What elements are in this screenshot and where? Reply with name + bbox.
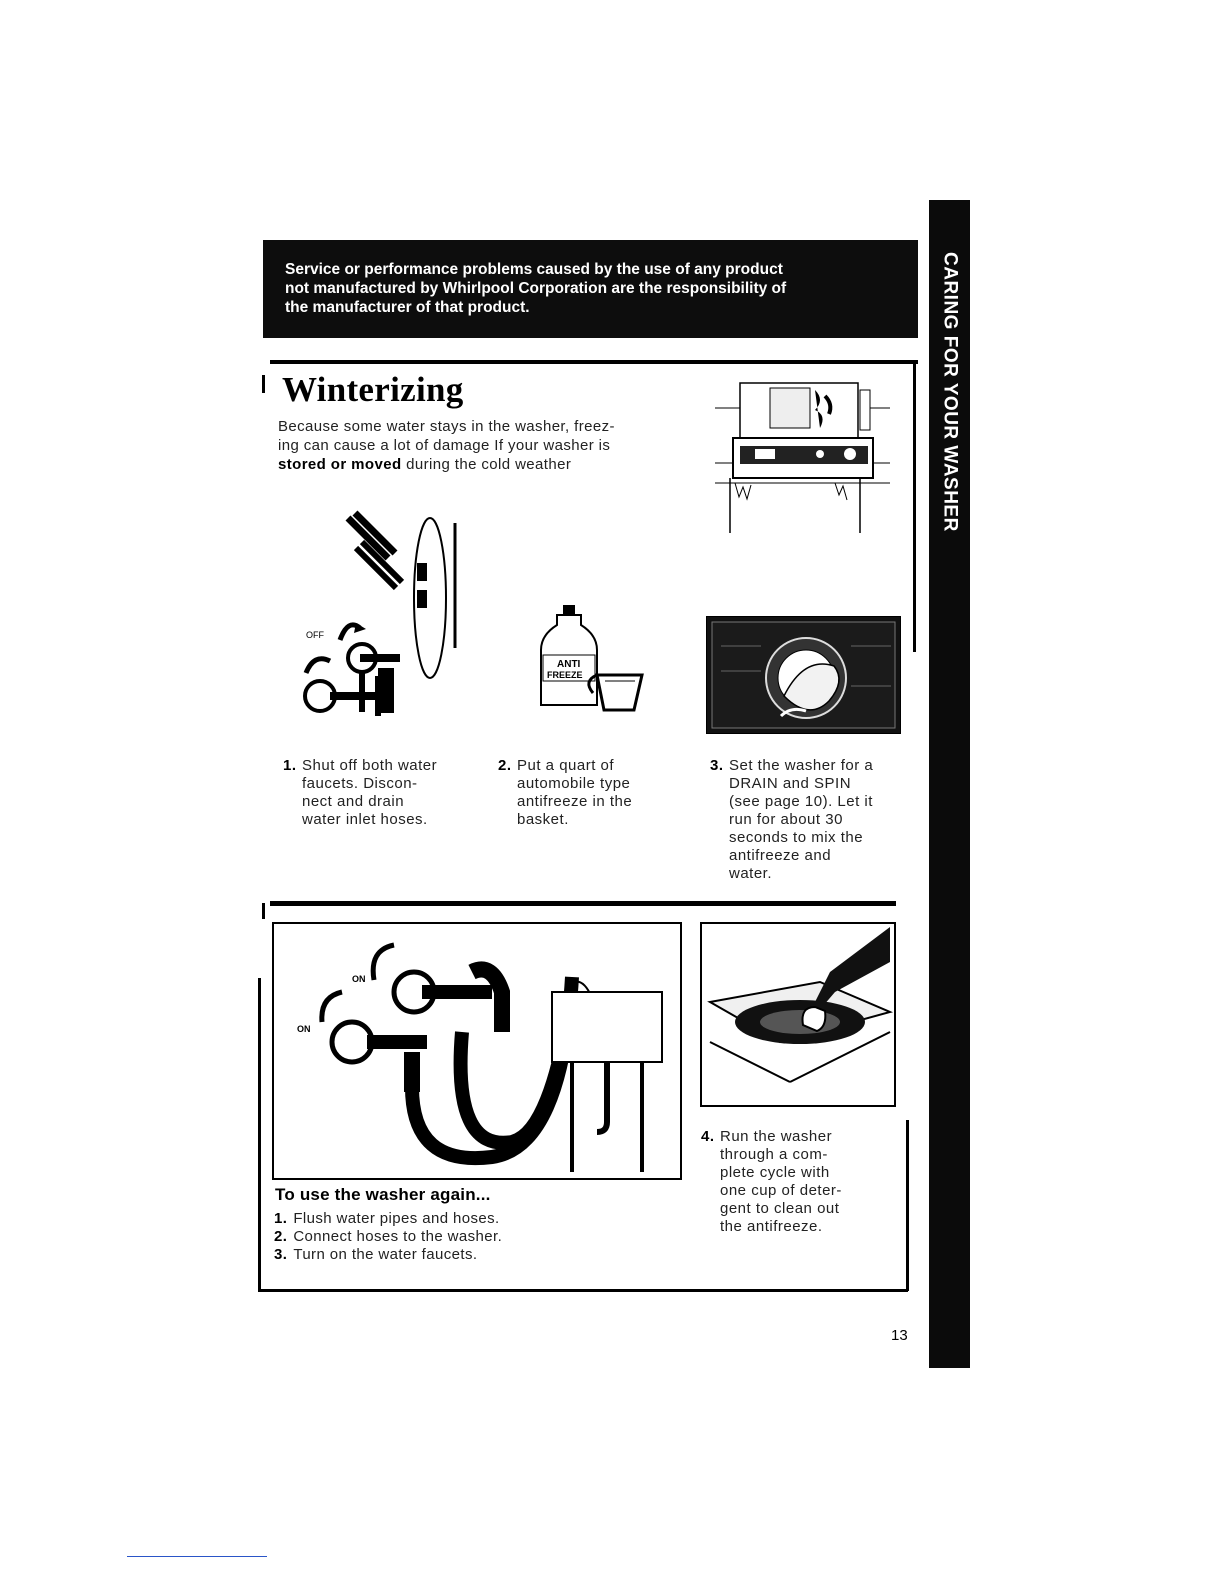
step-3-line: seconds to mix the (729, 829, 864, 846)
off-label: OFF (306, 630, 324, 640)
section-title: Winterizing (282, 370, 464, 409)
title-marker (262, 375, 265, 393)
list-item-text: Flush water pipes and hoses. (293, 1210, 500, 1227)
step-2 (498, 757, 633, 829)
banner-line-1: Service or performance problems caused by the use of any product (285, 261, 783, 278)
on-label-1: ON (352, 974, 366, 984)
list-item (274, 1210, 502, 1228)
bottom-rule (258, 1289, 908, 1292)
step-1-line: water inlet hoses. (302, 811, 428, 828)
faucets-off-illustration (300, 508, 465, 718)
step-3-line: Set the washer for a (729, 757, 874, 774)
intro-paragraph (278, 417, 708, 474)
list-item (274, 1228, 502, 1246)
step-3 (710, 757, 874, 883)
service-notice-banner (263, 240, 918, 338)
step-2-line: automobile type (517, 775, 631, 792)
top-rule (270, 360, 918, 364)
step-1 (283, 757, 438, 829)
list-item-number: 1. (274, 1210, 288, 1227)
step-3-line: DRAIN and SPIN (729, 775, 852, 792)
list-item (274, 1246, 502, 1264)
banner-line-2: not manufactured by Whirlpool Corporation are the responsibility of (285, 280, 787, 297)
right-rule-upper (913, 362, 916, 652)
detergent-illustration (700, 922, 896, 1107)
use-again-list (274, 1210, 502, 1264)
list-item-text: Connect hoses to the washer. (293, 1228, 503, 1245)
list-item-text: Turn on the water faucets. (293, 1246, 478, 1263)
banner-line-3: the manufacturer of that product. (285, 299, 530, 316)
intro-line-1: Because some water stays in the washer, freez- (278, 418, 615, 435)
section-side-tab[interactable] (929, 200, 970, 1368)
on-label-2: ON (297, 1024, 311, 1034)
step-4-line: gent to clean out (720, 1200, 840, 1217)
step-1-number: 1. (283, 757, 297, 774)
antifreeze-label-1: ANTI (557, 659, 581, 670)
step-4-line: through a com- (720, 1146, 828, 1163)
page-number: 13 (891, 1327, 908, 1344)
step-3-number: 3. (710, 757, 724, 774)
step-3-line: run for about 30 (729, 811, 843, 828)
step-2-line: Put a quart of (517, 757, 615, 774)
antifreeze-label-2: FREEZE (547, 670, 583, 680)
intro-bold-text: stored or moved (278, 456, 402, 473)
step-1-line: nect and drain (302, 793, 405, 810)
step-4 (701, 1128, 842, 1236)
footer-line (127, 1556, 267, 1557)
step-4-line: one cup of deter- (720, 1182, 842, 1199)
step-3-line: (see page 10). Let it (729, 793, 873, 810)
right-rule-lower (906, 1120, 909, 1291)
side-tab-label: CARING FOR YOUR WASHER (939, 252, 961, 532)
step-4-line: Run the washer (720, 1128, 833, 1145)
list-item-number: 2. (274, 1228, 288, 1245)
control-panel-illustration (706, 616, 901, 734)
step-3-line: water. (729, 865, 773, 882)
step-3-line: antifreeze and (729, 847, 832, 864)
left-rule-lower (258, 978, 261, 1291)
intro-line-3: during the cold weather (401, 456, 572, 473)
left-rule-mid (262, 903, 265, 919)
step-1-line: faucets. Discon- (302, 775, 418, 792)
intro-line-2: ing can cause a lot of damage If your washer is (278, 437, 611, 454)
step-4-line: the antifreeze. (720, 1218, 823, 1235)
faucets-on-illustration (272, 922, 682, 1182)
list-item-number: 3. (274, 1246, 288, 1263)
step-4-number: 4. (701, 1128, 715, 1145)
step-2-line: basket. (517, 811, 569, 828)
step-2-line: antifreeze in the (517, 793, 633, 810)
antifreeze-illustration (535, 605, 650, 715)
step-2-number: 2. (498, 757, 512, 774)
cold-washer-illustration (715, 378, 890, 538)
step-4-line: plete cycle with (720, 1164, 830, 1181)
step-1-line: Shut off both water (302, 757, 438, 774)
use-again-heading: To use the washer again... (275, 1185, 491, 1204)
middle-rule (270, 901, 896, 906)
